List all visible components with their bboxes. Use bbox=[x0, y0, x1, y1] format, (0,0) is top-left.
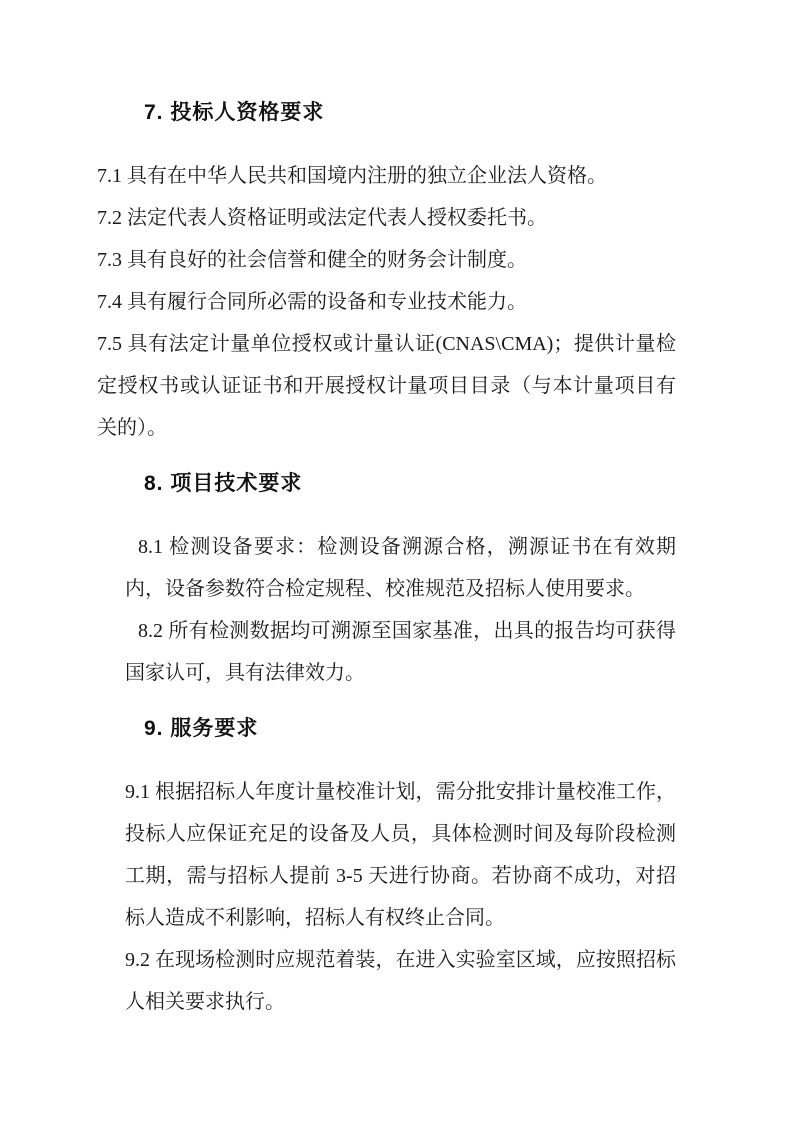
paragraph-8-1: 8.1 检测设备要求：检测设备溯源合格，溯源证书在有效期内，设备参数符合检定规程、校准规范及招标人使用要求。 bbox=[125, 536, 676, 600]
paragraph-9-1: 9.1 根据招标人年度计量校准计划，需分批安排计量校准工作，投标人应保证充足的设备及人员，具体检测时间及每阶段检测工期，需与招标人提前 3-5 天进行协商。若协商不成功，对招标人造成不利影响，招标人有权终止合同。 bbox=[125, 781, 676, 929]
section-project-technical-requirements bbox=[97, 463, 676, 694]
section-service-requirements bbox=[97, 708, 676, 1023]
section-8-heading: 8. 项目技术要求 bbox=[144, 472, 303, 495]
paragraph-7-5: 7.5 具有法定计量单位授权或计量认证(CNAS\CMA)；提供计量检定授权书或认证证书和开展授权计量项目目录（与本计量项目有关的）。 bbox=[97, 333, 676, 439]
section-9-heading: 9. 服务要求 bbox=[144, 717, 259, 740]
paragraph-9-2: 9.2 在现场检测时应规范着装，在进入实验室区域，应按照招标人相关要求执行。 bbox=[125, 949, 676, 1013]
section-bidder-qualification-requirements bbox=[97, 92, 676, 449]
section-7-heading: 7. 投标人资格要求 bbox=[144, 101, 325, 124]
paragraph-7-3: 7.3 具有良好的社会信誉和健全的财务会计制度。 bbox=[97, 249, 527, 271]
paragraph-7-4: 7.4 具有履行合同所必需的设备和专业技术能力。 bbox=[97, 291, 527, 313]
paragraph-8-2: 8.2 所有检测数据均可溯源至国家基准，出具的报告均可获得国家认可，具有法律效力。 bbox=[125, 620, 676, 684]
paragraph-7-1: 7.1 具有在中华人民共和国境内注册的独立企业法人资格。 bbox=[97, 165, 607, 187]
paragraph-7-2: 7.2 法定代表人资格证明或法定代表人授权委托书。 bbox=[97, 207, 547, 229]
